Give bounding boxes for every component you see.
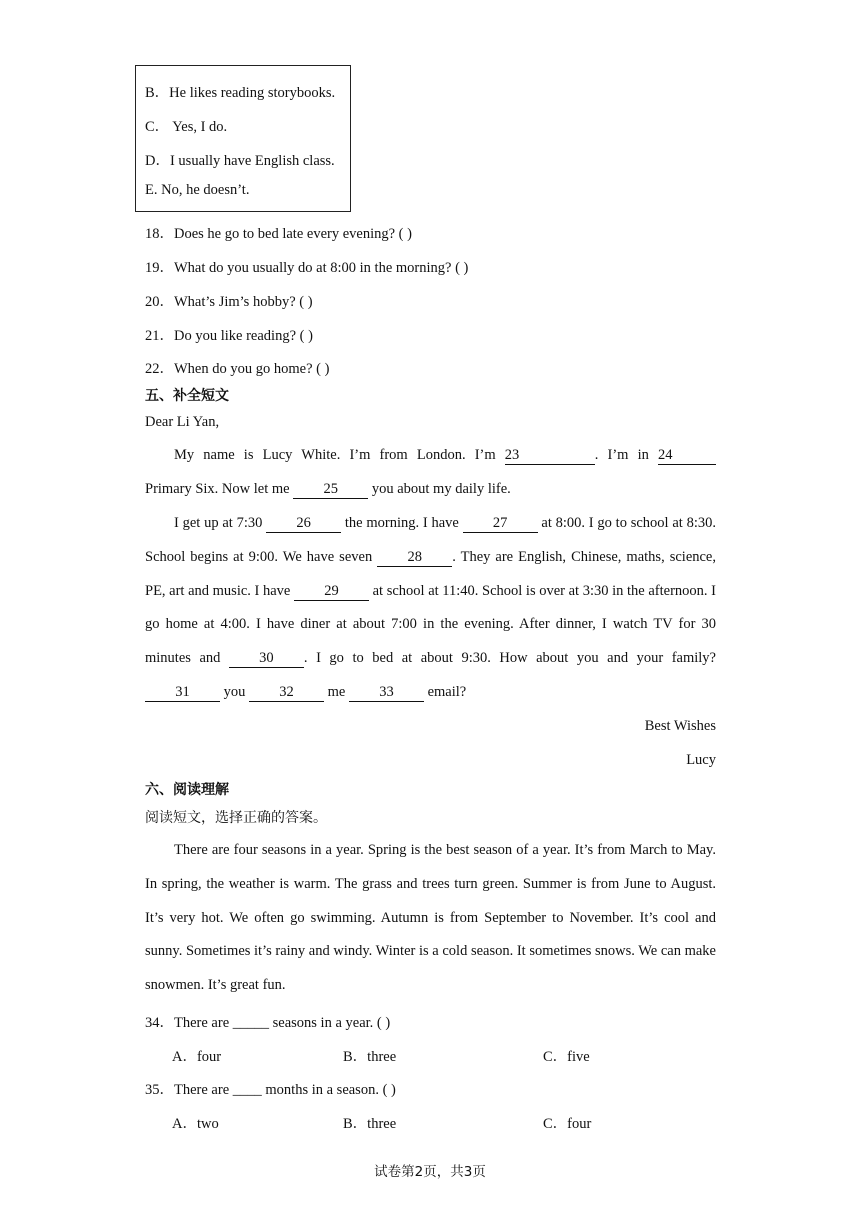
- q35-choice-b[interactable]: B．three: [343, 1116, 397, 1132]
- letter-paragraph-1: My name is Lucy White. I’m from London. I’m 23 . I’m in 24 Primary Six. Now let me 25 you about my daily life.: [145, 439, 716, 507]
- q35-choice-a[interactable]: A．two: [172, 1116, 219, 1132]
- page-footer: 试卷第2页，共3页: [374, 1164, 486, 1180]
- options-box: [135, 65, 351, 212]
- letter-closing: Best Wishes: [644, 718, 716, 734]
- blank-23: 23: [505, 446, 595, 465]
- section5-heading: 五、补全短文: [145, 388, 229, 404]
- question-22: 22．When do you go home? ( ): [145, 361, 330, 377]
- letter-greeting: Dear Li Yan,: [145, 414, 220, 430]
- question-35: 35．There are ____ months in a season. ( ): [145, 1082, 396, 1098]
- blank-32: 32: [249, 683, 324, 702]
- blank-28: 28: [377, 548, 452, 567]
- blank-29: 29: [294, 582, 369, 601]
- option-c: C． Yes, I do.: [145, 119, 228, 135]
- letter-paragraph-2: I get up at 7:30 26 the morning. I have 27 at 8:00. I go to school at 8:30. School begins at 9:00. We have seven 28 . They are English, Chinese, maths, science, PE, art and music. I have 29 at school at 11:40. School is over at 3:30 in the afternoon. I go home at 4:00. I have diner at about 7:00 in the evening. After dinner, I watch TV for 30 minutes and 30 . I go to bed at about 9:30. How about you and your family? 31 you 32 me 33 email?: [145, 515, 716, 700]
- question-34: 34．There are _____ seasons in a year. ( ): [145, 1015, 391, 1031]
- blank-33: 33: [349, 683, 424, 702]
- letter-signature: Lucy: [686, 752, 716, 768]
- blank-27: 27: [463, 514, 538, 533]
- blank-25: 25: [293, 480, 368, 499]
- reading-passage: There are four seasons in a year. Spring is the best season of a year. It’s from March to May. In spring, the weather is warm. The grass and trees turn green. Summer is from June to August. It’s very hot. We often go swimming. Autumn is from September to November. It’s cool and sunny. Sometimes it’s rainy and windy. Winter is a cold season. It sometimes snows. We can make snowmen. It’s great fun.: [145, 842, 716, 994]
- option-b: B．He likes reading storybooks.: [145, 85, 336, 101]
- blank-26: 26: [266, 514, 341, 533]
- blank-31: 31: [145, 683, 220, 702]
- question-19: 19．What do you usually do at 8:00 in the morning? ( ): [145, 260, 469, 276]
- q34-choice-c[interactable]: C．five: [543, 1049, 590, 1065]
- blank-30: 30: [229, 649, 304, 668]
- question-18: 18．Does he go to bed late every evening? ( ): [145, 226, 412, 242]
- option-d: D．I usually have English class.: [145, 153, 335, 169]
- q34-choice-a[interactable]: A．four: [172, 1049, 222, 1065]
- question-20: 20．What’s Jim’s hobby? ( ): [145, 294, 313, 310]
- option-e: E. No, he doesn’t.: [145, 182, 250, 198]
- blank-24: 24: [658, 446, 716, 465]
- section6-heading: 六、阅读理解: [145, 782, 229, 798]
- q34-choice-b[interactable]: B．three: [343, 1049, 397, 1065]
- question-21: 21．Do you like reading? ( ): [145, 328, 313, 344]
- q35-choice-c[interactable]: C．four: [543, 1116, 592, 1132]
- section6-instruction: 阅读短文，选择正确的答案。: [145, 810, 327, 826]
